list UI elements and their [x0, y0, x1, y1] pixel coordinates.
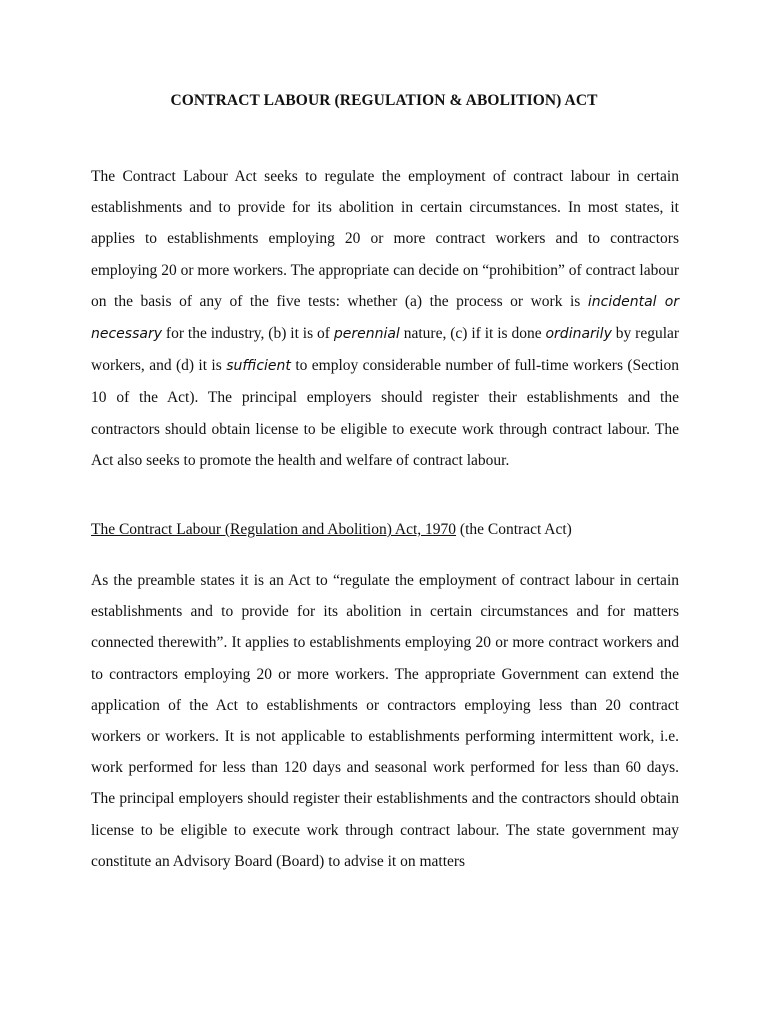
- section-heading-rest: (the Contract Act): [459, 521, 572, 538]
- emphasis-sufficient: sufficient: [226, 358, 291, 375]
- intro-text-3: nature, (c) if it is done: [403, 325, 542, 343]
- intro-text-5: to employ considerable number of full-time workers (Section 10 of the Act). The principal employers should register their establishments and the contractors should obtain license to be eligible to execute work through contract labour. The Act also seeks to promote the health and welfare of contract labour.: [91, 357, 680, 469]
- intro-paragraph: [91, 161, 679, 476]
- intro-text-4: by regular workers, and (d) it is: [91, 325, 680, 375]
- document-title: CONTRACT LABOUR (REGULATION & ABOLITION) ACT: [170, 92, 598, 109]
- intro-text-1: The Contract Labour Act seeks to regulate the employment of contract labour in certain establishments and to provide for its abolition in certain circumstances. In most states, it applies to establishments employing 20 or more contract workers and to contractors employing 20 or more workers. The appropriate can decide on “prohibition” of contract labour on the basis of any of the five tests: whether (a) the process or work is: [91, 168, 679, 310]
- section-heading: [91, 521, 679, 539]
- preamble-paragraph: As the preamble states it is an Act to “regulate the employment of contract labour in certain establishments and to provide for its abolition in certain circumstances and for matters connected therewith”. It applies to establishments employing 20 or more contract workers and to contractors employing 20 or more workers. The appropriate Government can extend the application of the Act to establishments or contractors employing less than 20 contract workers or workers. It is not applicable to establishments performing intermittent work, i.e. work performed for less than 120 days and seasonal work performed for less than 60 days. The principal employers should register their establishments and the contractors should obtain license to be eligible to execute work through contract labour. The state government may constitute an Advisory Board (Board) to advise it on matters: [91, 572, 679, 870]
- emphasis-ordinarily: ordinarily: [545, 326, 612, 343]
- section-heading-underlined: The Contract Labour (Regulation and Abolition) Act, 1970: [91, 521, 457, 538]
- intro-text-2: for the industry, (b) it is of: [165, 325, 330, 343]
- emphasis-perennial: perennial: [333, 326, 400, 343]
- emphasis-incidental: incidental or necessary: [91, 293, 680, 343]
